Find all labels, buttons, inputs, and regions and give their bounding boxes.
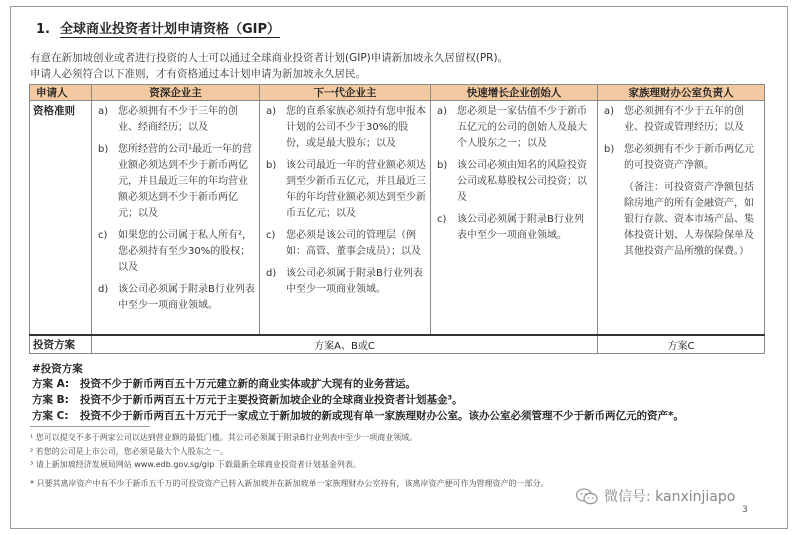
header-family-office-principal: 家族理财办公室负责人 [598,85,765,101]
header-applicant: 申请人 [30,85,92,101]
item-text: 该公司必须属于附录B行业列表中至少一项商业领域。 [457,214,584,241]
header-next-gen-owner: 下一代企业主 [260,85,431,101]
item-text: 您必须是一家估值不少于新币五亿元的公司的创始人及最大个人股东之一；以及 [457,106,587,149]
plan-a [32,376,416,391]
item-text: 您所经营的公司¹最近一年的营业额必须达到不少于新币两亿元，并且最近三年的年均营业额必须达到不少于新币两亿元；以及 [118,144,253,219]
header-fast-growth-founder: 快速增长企业创始人 [431,85,598,101]
list-item [437,212,593,244]
plan-option-c: 方案C [598,335,765,354]
item-text: 您必须拥有不少于新币两亿元的可投资资产净额。 [624,144,754,171]
item-marker: a) [266,106,277,117]
item-marker: b) [437,160,448,171]
item-marker: d) [98,284,109,295]
intro-line-1: 有意在新加坡创业或者进行投资的人士可以通过全球商业投资者计划(GIP)申请新加坡永久居留权(PR)。 [30,52,509,64]
criteria-cell-family-office [598,101,765,336]
plan-c-text: 投资不少于新币两百五十万元于一家成立于新加坡的新或现有单一家族理财办公室。该办公室必须管理不少于新币两亿元的资产*。 [80,410,684,422]
list-item [266,158,426,222]
asset-note: （备注：可投资资产净额包括除房地产的所有金融资产，如银行存款、资本市场产品、集体投资计划、人寿保险保单及其他投资产品所缴的保费。） [624,182,754,257]
footnote-2: ² 若您的公司是上市公司，您必须是最大个人股东之一。 [30,447,228,456]
page-number: 3 [742,505,748,515]
criteria-label: 资格准则 [30,101,92,336]
criteria-cell-fast-growth [431,101,598,336]
plan-b-text: 投资不少于新币两百五十万元于主要投资新加坡企业的全球商业投资者计划基金³。 [80,394,463,406]
plan-label: 投资方案 [30,335,92,354]
item-marker: a) [98,106,109,117]
item-marker: a) [604,106,615,117]
intro-line-2: 申请人必须符合以下准则，才有资格通过本计划申请为新加坡永久居民。 [30,68,366,80]
item-marker: b) [266,160,277,171]
plan-c [32,408,684,423]
heading-title: 全球商业投资者计划申请资格（GIP） [59,22,281,37]
header-established-owner: 资深企业主 [92,85,260,101]
footnote-1: ¹ 您可以提交不多于两家公司以达到营业额的最低门槛。其公司必须属于附录B行业列表中至少一项商业领域。 [30,433,418,442]
item-text: 您的直系家族必须持有您申报本计划的公司不少于30%的股份，或是最大股东；以及 [286,106,426,149]
item-text: 您必须拥有不少于五年的创业、投资或管理经历；以及 [624,106,744,133]
list-item [604,142,760,174]
list-item [604,104,760,136]
wechat-watermark [576,486,735,506]
list-item [437,158,593,206]
item-marker: b) [98,144,109,155]
plan-a-label: 方案 A: [32,378,70,390]
eligibility-table [29,84,765,354]
plan-a-text: 投资不少于新币两百五十万元建立新的商业实体或扩大现有的业务营运。 [80,378,416,390]
criteria-cell-next-gen [260,101,431,336]
heading-number: 1. [36,22,50,37]
item-text: 您必须是该公司的管理层（例如：高管、董事会成员）；以及 [286,230,421,257]
item-text: 该公司必须属于附录B行业列表中至少一项商业领域。 [118,284,255,311]
list-item [437,104,593,152]
plan-b-label: 方案 B: [32,394,69,406]
item-text: 您必须拥有不少于三年的创业、经商经历；以及 [118,106,238,133]
watermark-text: 微信号: kanxinjiapo [604,489,736,505]
footnote-3: ³ 请上新加坡经济发展局网站 www.edb.gov.sg/gip 下载最新全球商业投资者计划基金列表。 [30,460,361,469]
section-heading [36,18,280,37]
plan-options-abc: 方案A、B或C [92,335,598,354]
item-marker: d) [266,268,277,279]
criteria-row [30,101,765,336]
list-item [98,282,255,314]
plan-row [30,335,765,354]
footnote-divider [30,426,150,427]
item-text: 该公司必须属于附录B行业列表中至少一项商业领域。 [286,268,423,295]
item-marker: c) [98,230,108,241]
table-header-row [30,85,765,101]
list-item [266,104,426,152]
list-item [98,104,255,136]
plan-b [32,392,463,407]
footnote-asterisk: * 只要其离岸资产中有不少于新币五千万的可投资资产已转入新加坡并在新加坡单一家族理财办公室持有，该离岸资产便可作为管理资产的一部分。 [30,479,549,488]
item-marker: c) [437,214,447,225]
item-marker: a) [437,106,448,117]
list-item [98,228,255,276]
item-text: 如果您的公司属于私人所有²，您必须持有至少30%的股权；以及 [118,230,253,273]
item-text: 该公司最近一年的营业额必须达到至少新币五亿元，并且最近三年的年均营业额必须达到至少新币五亿元；以及 [286,160,426,219]
plan-c-label: 方案 C: [32,410,69,422]
item-text: 该公司必须由知名的风险投资公司或私募股权公司投资；以及 [457,160,587,203]
list-item [266,228,426,260]
item-marker: c) [266,230,276,241]
list-item [266,266,426,298]
item-marker: b) [604,144,615,155]
list-item [98,142,255,222]
criteria-cell-established [92,101,260,336]
wechat-icon [576,488,598,505]
plans-title: #投资方案 [32,363,83,375]
